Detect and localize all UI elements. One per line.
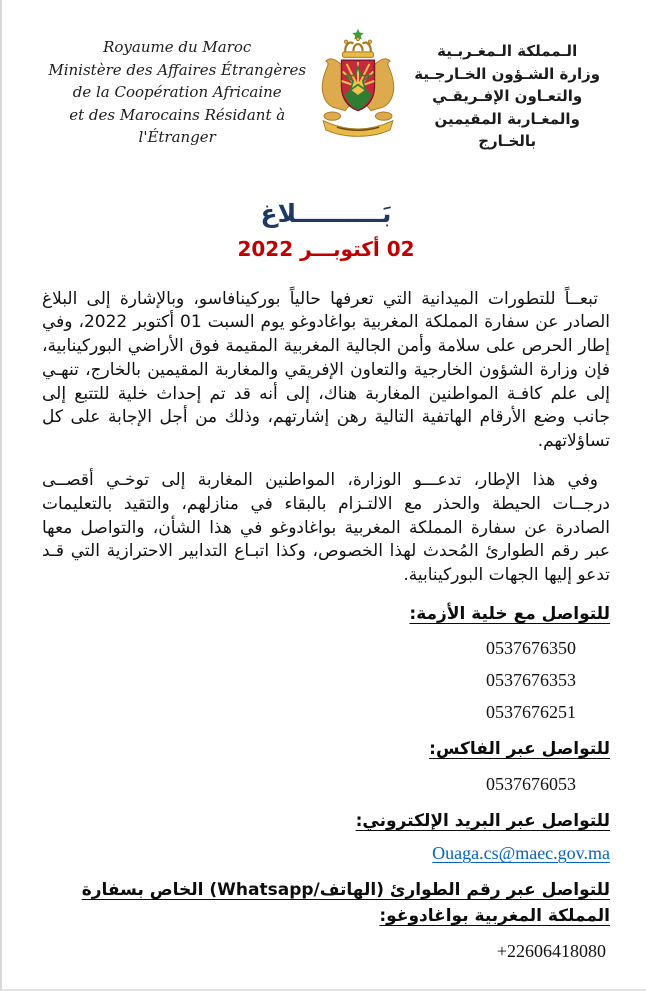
contact-section-whatsapp — [42, 877, 610, 962]
whatsapp-number: +22606418080 — [496, 940, 606, 961]
body-paragraph-2: وفي هذا الإطار، تدعـــو الوزارة، المواطنين المغاربة إلى توخـي أقصــى درجــات الحيطة والحذر مع الالتـزام بالبقاء في منازلهم، والتقيد بالتعليمات الصادرة عن سفارة المملكة المغربية بواغادوغو في هذا الشأن، والتواصل معها عبر رقم الطوارئ المُحدث لهذا الخصوص، وكذا اتبـاع التدابير الاحترازية التي قـد تدعو إليها الجهات البوركينابية. — [42, 470, 610, 586]
ministry-name-arabic — [404, 26, 610, 153]
arabic-line-3: والتعـاون الإفـريقـي — [432, 87, 583, 105]
french-line-2: Ministère des Affaires Étrangères — [48, 60, 307, 79]
morocco-coat-of-arms-icon — [312, 28, 404, 144]
arabic-line-1: الـمملكة الـمغـربـية — [437, 42, 578, 60]
crisis-phone-number-2: 0537676353 — [486, 670, 576, 691]
whatsapp-heading: للتواصل عبر رقم الطوارئ (الهاتف/Whatsapp) الخاص بسفارة المملكة المغربية بواغادوغو: — [81, 880, 610, 927]
contact-section-crisis-cell — [42, 601, 610, 723]
email-link[interactable]: Ouaga.cs@maec.gov.ma — [432, 843, 610, 864]
email-heading: للتواصل عبر البريد الإلكتروني: — [355, 810, 610, 831]
fax-number: 0537676053 — [486, 773, 576, 794]
fax-heading: للتواصل عبر الفاكس: — [429, 739, 610, 760]
contact-section-fax — [42, 736, 610, 794]
arabic-line-4: والمغـاربة المقيمين بالخـارج — [434, 109, 580, 150]
body-paragraph-1: تبعــاً للتطورات الميدانية التي تعرفها حالياً بوركينافاسو، وبالإشارة إلى البلاغ الصادر عن سفارة المملكة المغربية بواغادوغو يوم السبت 01 أكتوبر 2022، وفي إطار الحرص على سلامة وأمن الجالية المغربية المقيمة فوق الأراضي البوركينابية، فإن وزارة الشؤون الخارجية والتعاون الإفريقي والمغاربة المقيمين بالخارج، تنهـي إلى علم كافـة المواطنين المغاربة هناك، إلى أنه قد تم إحداث خلية للتتبع إلى جانب وضع الأرقام الهاتفية التالية رهن إشارتهم، وذلك من أجل الإجابة على كل تساؤلاتهم. — [42, 288, 610, 452]
arabic-line-2: وزارة الشـؤون الخـارجـية — [414, 64, 601, 83]
crisis-phone-number-1: 0537676350 — [486, 638, 576, 659]
document-header — [42, 26, 610, 153]
communique-date: 02 أكتوبـــر 2022 — [237, 236, 415, 261]
contact-section-email — [42, 808, 610, 864]
french-line-4: et des Marocains Résidant à l'Étranger — [69, 105, 286, 146]
ministry-name-french — [42, 26, 312, 149]
crisis-phone-number-3: 0537676251 — [486, 702, 576, 723]
french-line-1: Royaume du Maroc — [103, 38, 252, 56]
communique-title: بَــــــــــلاغ — [260, 198, 392, 228]
french-line-3: de la Coopération Africaine — [72, 83, 282, 101]
email-row — [42, 843, 610, 864]
crisis-cell-heading: للتواصل مع خلية الأزمة: — [409, 604, 610, 625]
